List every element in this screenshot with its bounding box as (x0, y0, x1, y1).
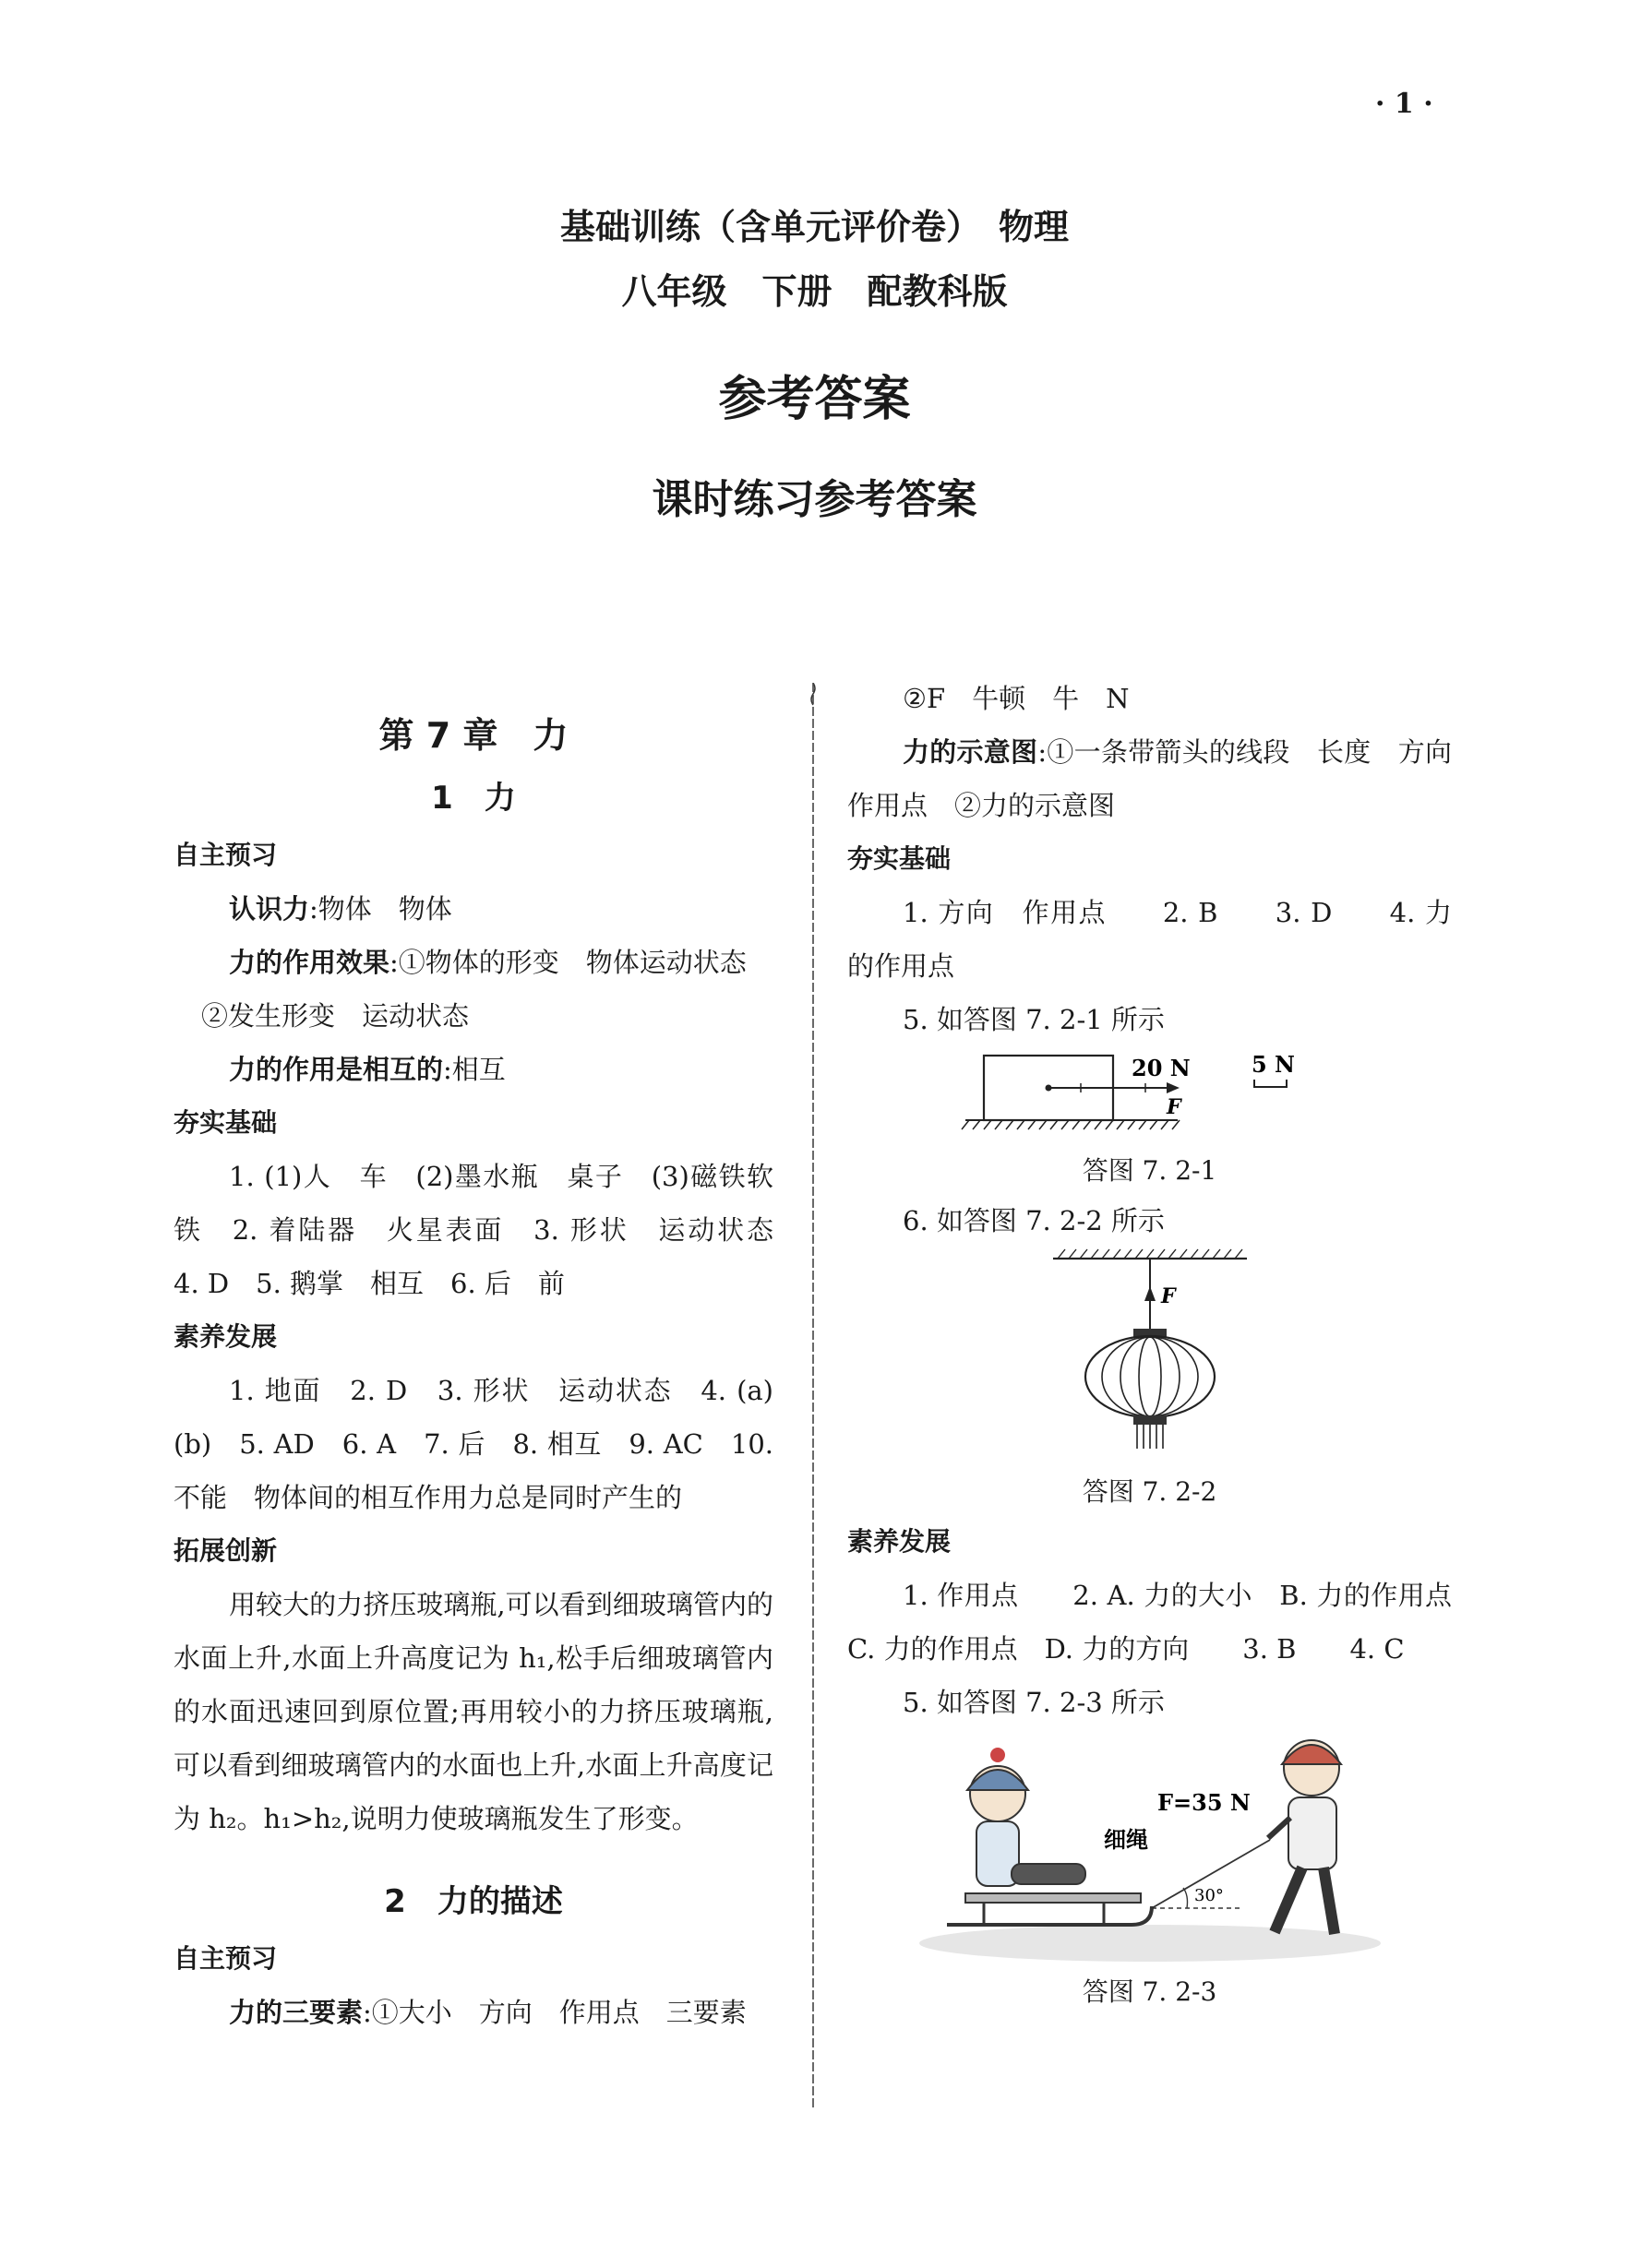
answer-line: 6. 如答图 7. 2-2 所示 (903, 1205, 1165, 1236)
preview-line: 力的作用是相互的:相互 (229, 1054, 506, 1085)
left-column (174, 703, 801, 2039)
page-number: · 1 · (1375, 88, 1433, 120)
preview-line: 力的作用效果:①物体的形变 物体运动状态 (229, 947, 747, 978)
answer-paragraph: 1. 地面 2. D 3. 形状 运动状态 4. (a) (b) 5. AD 6. A 7. 后 8. 相互 9. AC 10. 不能 物体间的相互作用力总是同时产生的 (174, 1375, 801, 1513)
hat-pompom (990, 1748, 1005, 1762)
figure-caption: 答图 7. 2-2 (1082, 1476, 1217, 1507)
answer-paragraph: 1. (1)人 车 (2)墨水瓶 桌子 (3)磁铁软铁 2. 着陆器 火星表面 3. 形状 运动状态 4. D 5. 鹅掌 相互 6. 后 前 (174, 1161, 801, 1299)
preview-line: 力的三要素:①大小 方向 作用点 三要素 (229, 1997, 747, 2028)
force-value-label: 20 N (1131, 1055, 1191, 1081)
scale-bar (1254, 1080, 1287, 1087)
lesson-heading: 1 力 (431, 780, 516, 817)
sled-seat (965, 1893, 1141, 1903)
figure-lantern (1048, 1247, 1252, 1469)
answer-line: 5. 如答图 7. 2-1 所示 (903, 1004, 1165, 1035)
boy-arm (1268, 1818, 1290, 1838)
boy-leg-right (1324, 1868, 1335, 1934)
child-legs (1012, 1864, 1085, 1884)
force-value-label: F=35 N (1156, 1789, 1251, 1816)
section-title: 课时练习参考答案 (652, 476, 977, 523)
section-heading: 夯实基础 (174, 1107, 278, 1138)
angle-label: 30° (1193, 1886, 1224, 1905)
lantern-bottom (1133, 1415, 1167, 1425)
boy-hat (1282, 1745, 1341, 1764)
force-arrow-head (1144, 1286, 1156, 1301)
sled-runner (947, 1906, 1152, 1925)
preview-line: ②发生形变 运动状态 (201, 1000, 470, 1032)
figure-caption: 答图 7. 2-1 (1082, 1155, 1217, 1186)
lesson-heading: 2 力的描述 (384, 1883, 563, 1920)
preview-line: 力的示意图:①一条带箭头的线段 长度 方向 作用点 ②力的示意图 (847, 736, 1479, 821)
section-heading: 素养发展 (847, 1526, 952, 1557)
figure-block-force (938, 1046, 1362, 1148)
arrow-head (1167, 1082, 1180, 1093)
column-divider (809, 683, 818, 2108)
tassels (1137, 1425, 1163, 1449)
answer-paragraph: 用较大的力挤压玻璃瓶,可以看到细玻璃管内的水面上升,水面上升高度记为 h₁,松手后细玻璃管内的水面迅速回到原位置;再用较小的力挤压玻璃瓶,可以看到细玻璃管内的水面也上升,水面上升高度记为 h₂。h₁>h₂,说明力使玻璃瓶发生了形变。 (174, 1589, 773, 1834)
answer-paragraph: 1. 方向 作用点 2. B 3. D 4. 力的作用点 (847, 897, 1452, 982)
chapter-heading: 第 7 章 力 (378, 715, 569, 756)
section-heading: 素养发展 (174, 1321, 278, 1352)
section-heading: 自主预习 (174, 1943, 278, 1974)
snow-ground (919, 1925, 1381, 1962)
force-symbol: F (1166, 1095, 1181, 1119)
preview-line: ②F 牛顿 牛 N (903, 683, 1130, 714)
book-subtitle: 八年级 下册 配教科版 (621, 271, 1008, 312)
scale-label: 5 N (1251, 1051, 1295, 1078)
section-heading: 自主预习 (174, 840, 278, 870)
answer-line: 5. 如答图 7. 2-3 所示 (903, 1687, 1165, 1718)
ceiling-hatch (1058, 1249, 1242, 1259)
ground-hatch (962, 1120, 1180, 1129)
rope-label: 细绳 (1103, 1827, 1148, 1853)
boy-leg-left (1275, 1868, 1302, 1932)
boy-coat (1288, 1797, 1336, 1869)
section-heading: 夯实基础 (847, 843, 952, 874)
right-column (847, 672, 1479, 2015)
preview-line: 认识力:物体 物体 (229, 893, 452, 925)
main-title: 参考答案 (718, 372, 911, 427)
figure-caption: 答图 7. 2-3 (1082, 1976, 1217, 2007)
book-title: 基础训练（含单元评价卷） 物理 (559, 207, 1069, 247)
lantern-body (1085, 1336, 1215, 1417)
figure-sled (910, 1729, 1390, 1969)
force-symbol: F (1160, 1284, 1176, 1308)
section-heading: 拓展创新 (174, 1535, 278, 1566)
child-hat (967, 1770, 1028, 1790)
answer-paragraph: 1. 作用点 2. A. 力的大小 B. 力的作用点 C. 力的作用点 D. 力的方向 3. B 4. C (847, 1580, 1479, 1665)
